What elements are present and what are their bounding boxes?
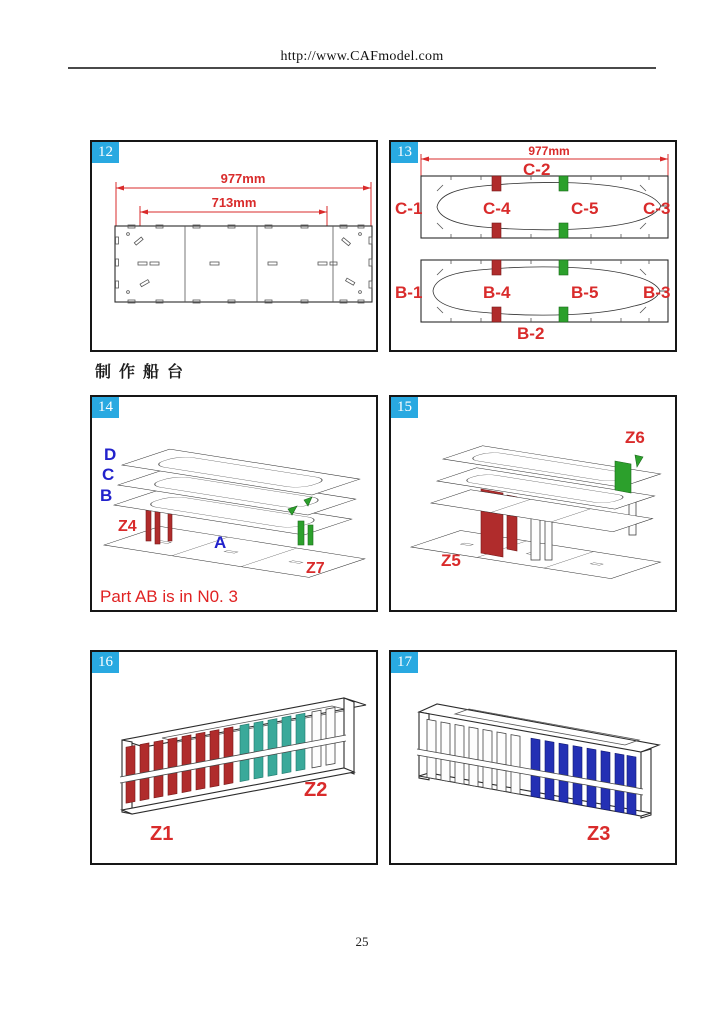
panel-16 xyxy=(90,650,378,865)
label-c2: C-2 xyxy=(523,160,551,179)
green-spacer-b-bottom xyxy=(559,307,568,322)
label-b3: B-3 xyxy=(643,283,671,302)
green-spacer-b-top xyxy=(559,260,568,275)
label-z2: Z2 xyxy=(304,779,328,801)
label-b1: B-1 xyxy=(395,283,423,302)
panel-15-number-badge: 15 xyxy=(391,397,418,418)
header-url: http://www.CAFmodel.com xyxy=(280,49,444,64)
dim-977-label: 977mm xyxy=(220,171,266,186)
dim-713-label: 713mm xyxy=(211,195,257,210)
panel-14 xyxy=(90,395,378,612)
label-c1: C-1 xyxy=(395,199,423,218)
page-number: 25 xyxy=(355,934,369,949)
building-board xyxy=(115,225,372,303)
label-z1: Z1 xyxy=(150,823,174,845)
red-spacer-c-top xyxy=(492,176,501,191)
panel-14-diagram xyxy=(92,397,376,610)
label-c5: C-5 xyxy=(571,199,599,218)
label-z4: Z4 xyxy=(118,518,137,535)
label-z6: Z6 xyxy=(625,428,645,447)
plate-b xyxy=(421,260,671,322)
label-c4: C-4 xyxy=(483,199,511,218)
panel-13-diagram xyxy=(391,142,675,350)
header-rule xyxy=(68,67,656,69)
panel-12 xyxy=(90,140,378,352)
panel-17-diagram xyxy=(391,652,675,863)
note-part-ab: Part AB is in N0. 3 xyxy=(100,587,238,606)
green-spacer-c-bottom xyxy=(559,223,568,238)
panel-15-diagram xyxy=(391,397,675,610)
label-c: C xyxy=(102,465,115,484)
red-spacer-b-top xyxy=(492,260,501,275)
label-z3: Z3 xyxy=(587,823,611,845)
panel-16-diagram xyxy=(92,652,376,863)
section-label: 制作船台 xyxy=(95,364,192,381)
panel-12-diagram xyxy=(92,142,376,350)
frame-right-end xyxy=(641,749,651,818)
label-b: B xyxy=(100,486,113,505)
panel-16-number-badge: 16 xyxy=(92,652,119,673)
base-plate-a xyxy=(104,526,365,577)
panel-13 xyxy=(389,140,677,352)
label-z7: Z7 xyxy=(306,560,325,577)
panel-17 xyxy=(389,650,677,865)
panel-14-number-badge: 14 xyxy=(92,397,119,418)
red-spacer-c-bottom xyxy=(492,223,501,238)
dim-977-label-13: 977mm xyxy=(528,144,570,158)
red-spacer-b-bottom xyxy=(492,307,501,322)
panel-12-number-badge: 12 xyxy=(92,142,119,163)
label-b5: B-5 xyxy=(571,283,599,302)
panel-17-number-badge: 17 xyxy=(391,652,418,673)
label-c3: C-3 xyxy=(643,199,671,218)
panel-15 xyxy=(389,395,677,612)
label-d: D xyxy=(104,445,117,464)
label-z5: Z5 xyxy=(441,551,461,570)
plate-c xyxy=(421,176,671,238)
label-b2: B-2 xyxy=(517,324,545,343)
green-spacer-c-top xyxy=(559,176,568,191)
label-b4: B-4 xyxy=(483,283,511,302)
label-a: A xyxy=(214,533,227,552)
panel-13-number-badge: 13 xyxy=(391,142,418,163)
